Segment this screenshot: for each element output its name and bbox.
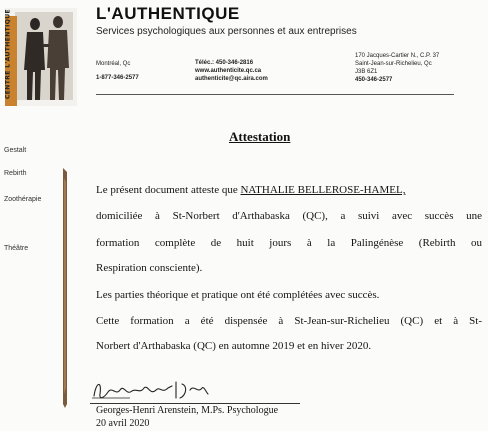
person-name: NATHALIE BELLEROSE-HAMEL, xyxy=(240,184,406,196)
address-phone: 450-346-2577 xyxy=(355,77,393,83)
logo-silhouettes xyxy=(5,8,77,106)
contact-website: www.authenticite.qc.ca xyxy=(195,68,262,74)
header-divider xyxy=(96,94,454,95)
contact-fax: Téléc.: 450-346-2816 xyxy=(195,60,254,66)
contact-email: authenticite@qc.aira.com xyxy=(195,76,268,82)
signature-line xyxy=(90,403,300,404)
logo-vertical-text xyxy=(3,8,13,100)
contact-city: Montréal, Qc xyxy=(96,61,131,67)
logo-image xyxy=(5,8,77,106)
sidebar-item-zootherapie: Zoothérapie xyxy=(4,196,42,203)
sidebar-item-theatre: Théâtre xyxy=(4,245,29,252)
address-line-2: Saint-Jean-sur-Richelieu, Qc xyxy=(355,61,432,67)
signature-date: 20 avril 2020 xyxy=(96,418,150,429)
document-title: Attestation xyxy=(229,129,291,144)
contact-toll-free: 1-877-346-2577 xyxy=(96,75,139,81)
signer-name: Georges-Henri Arenstein, M.Ps. Psychologue xyxy=(96,405,279,416)
body-line-1 xyxy=(96,184,405,196)
sidebar-item-gestalt: Gestalt xyxy=(4,147,27,154)
brand-name: L'AUTHENTIQUE xyxy=(96,4,240,23)
body-line-2: domiciliée à St-Norbert d'Arthabaska (QC), a suivi avec succès une xyxy=(96,210,482,222)
logo-caption: CENTRE L'AUTHENTIQUE xyxy=(4,8,12,100)
address-line-1: 170 Jacques-Cartier N., C.P. 37 xyxy=(355,53,440,59)
body-line-3: formation complète de huit jours à la Palingénèse (Rebirth ou xyxy=(96,237,482,249)
body-line-4: Respiration consciente). xyxy=(96,262,203,274)
sidebar-item-rebirth: Rebirth xyxy=(4,170,27,177)
handwritten-signature xyxy=(90,376,215,404)
body-line-7: Norbert d'Arthabaska (QC) en automne 2019 et en hiver 2020. xyxy=(96,340,372,352)
address-line-3: J3B 6Z1 xyxy=(355,69,378,75)
body-line-1-prefix: Le présent document atteste que xyxy=(96,184,241,196)
brand-tagline: Services psychologiques aux personnes et aux entreprises xyxy=(96,26,357,37)
body-line-6: Cette formation a été dispensée à St-Jean-sur-Richelieu (QC) et à St- xyxy=(96,315,482,327)
brush-stroke-decoration xyxy=(62,168,68,408)
body-line-5: Les parties théorique et pratique ont été complétées avec succès. xyxy=(96,289,380,301)
